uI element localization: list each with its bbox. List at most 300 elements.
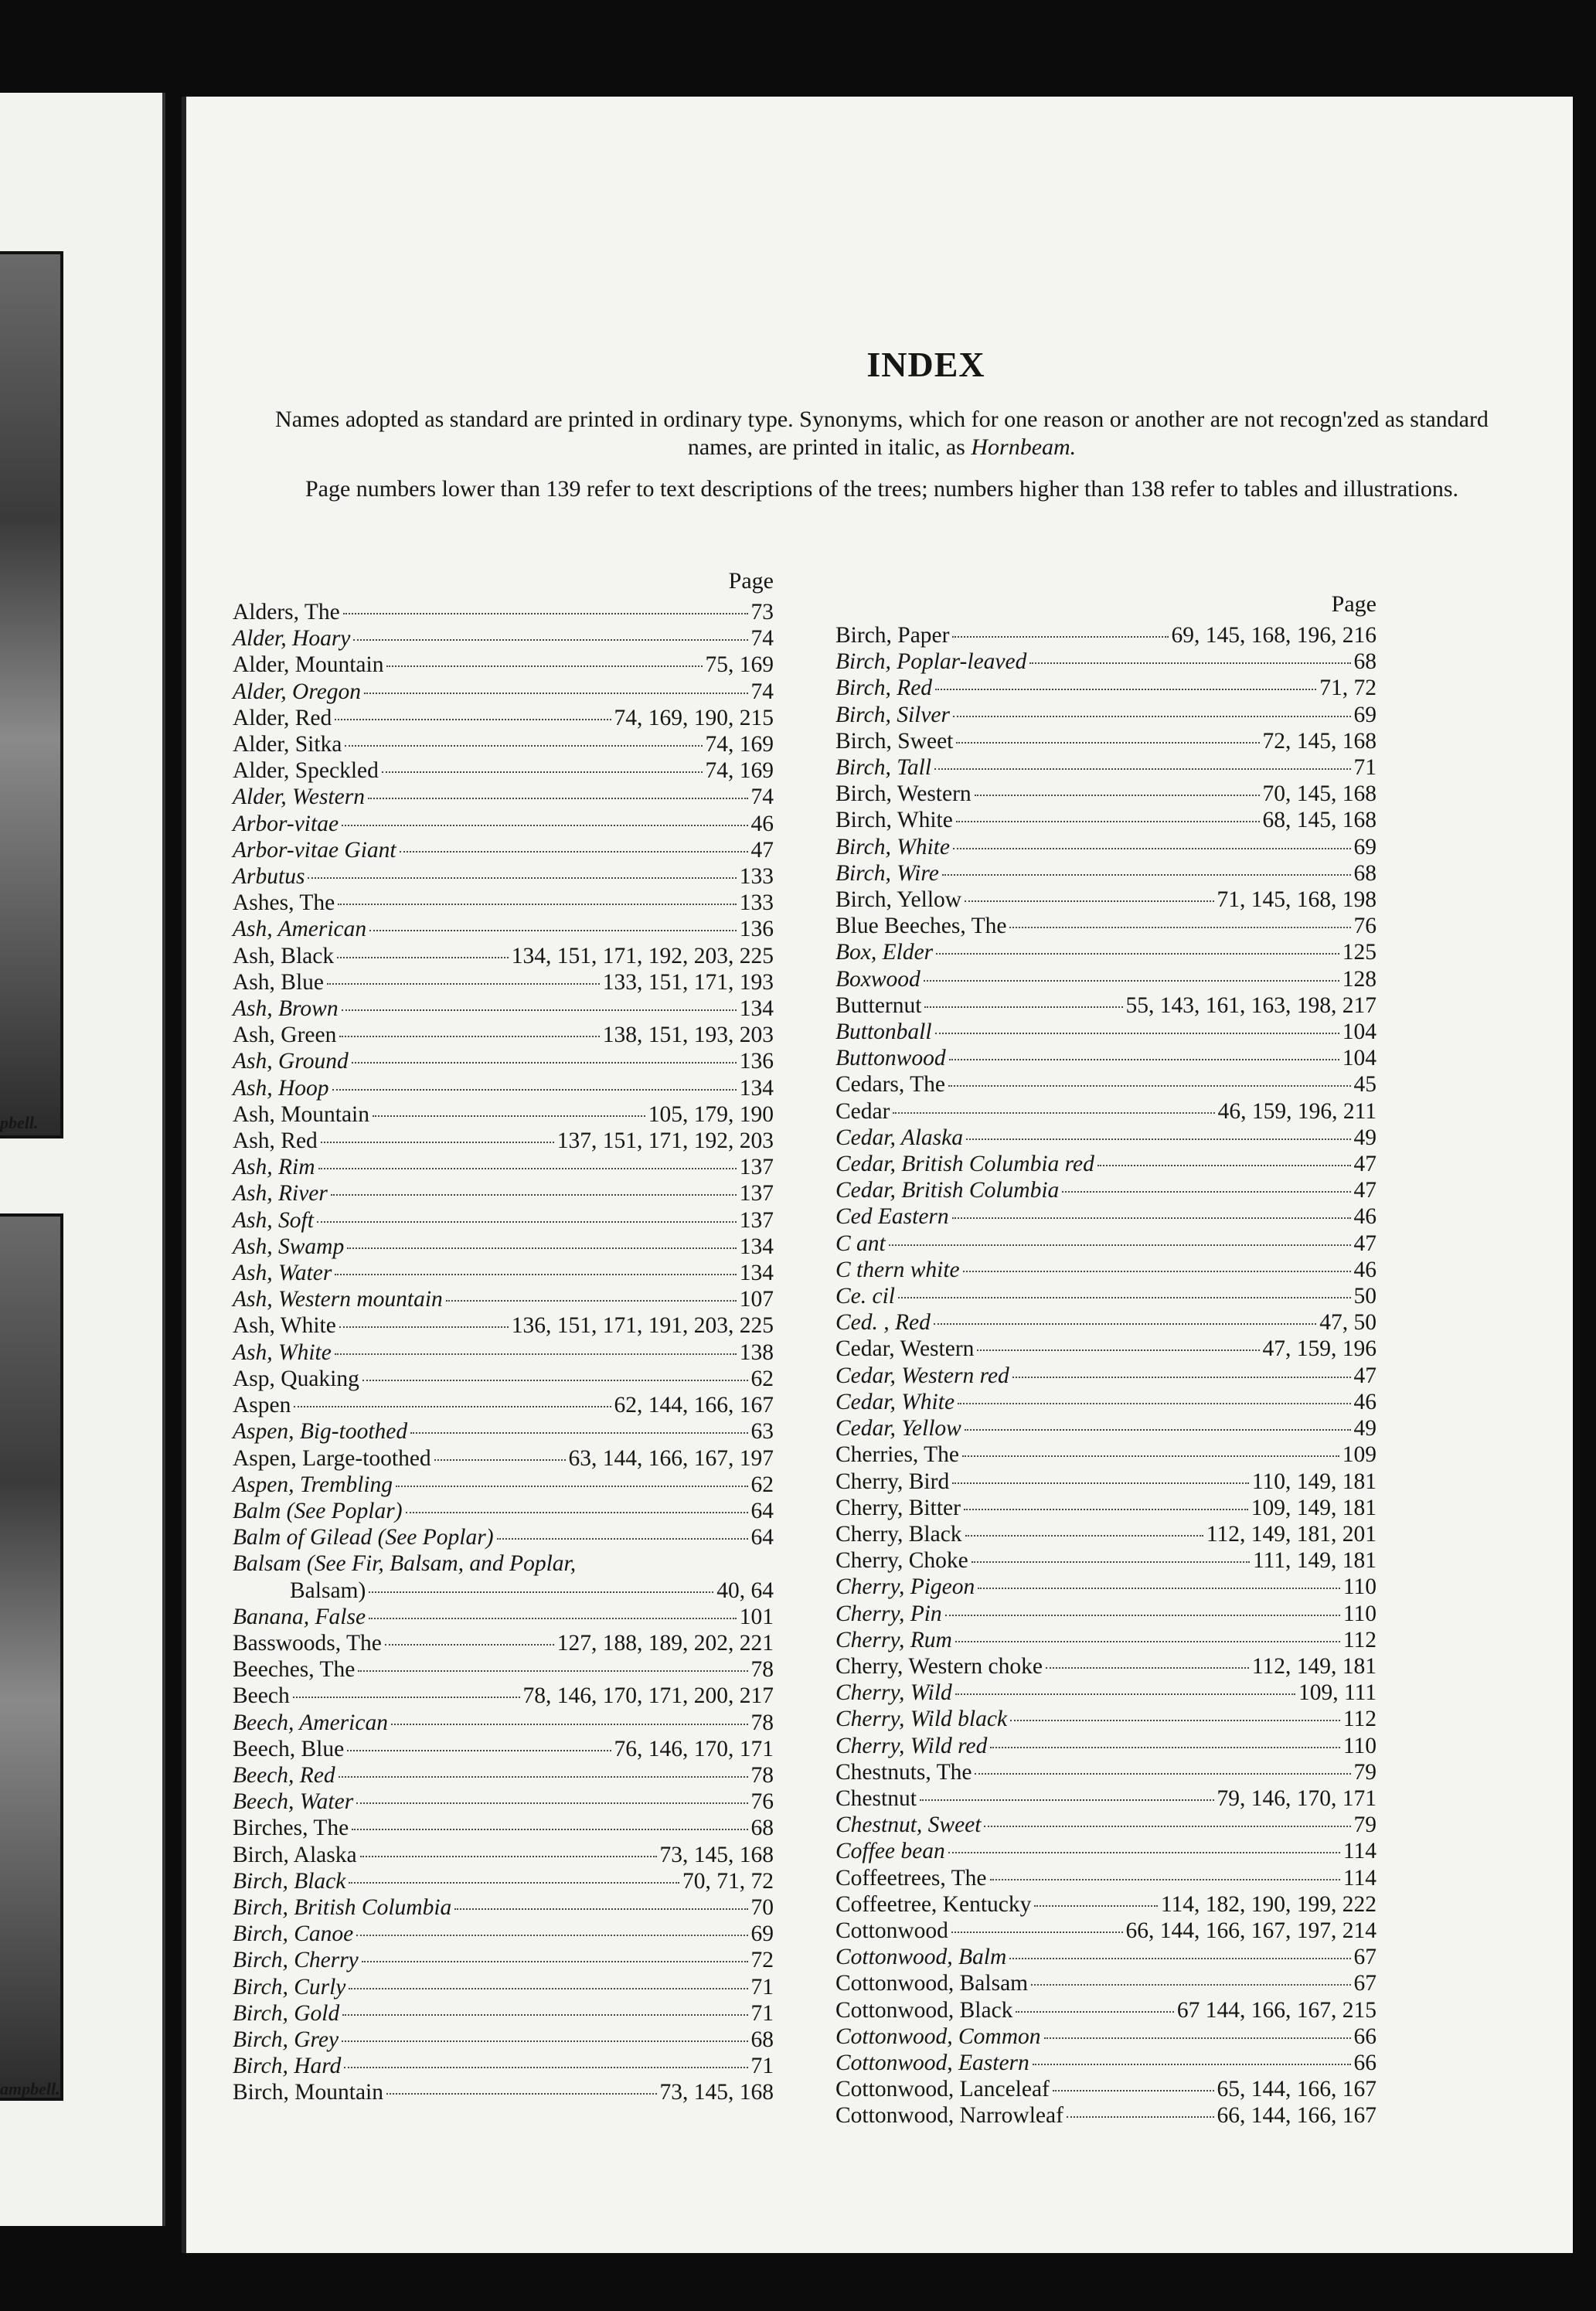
index-entry-name: Birch, Cherry (233, 1948, 359, 1973)
dot-leader (369, 1618, 737, 1619)
facing-page (0, 93, 165, 2226)
index-entry-pages: 46 (750, 811, 774, 836)
index-entry-pages: 110 (1342, 1574, 1377, 1600)
dot-leader (349, 1988, 747, 1989)
index-entry-pages: 133, 151, 171, 193 (602, 969, 774, 995)
index-entry (835, 648, 1377, 675)
index-entry (233, 1524, 774, 1550)
index-entry-pages: 134 (739, 1075, 774, 1101)
index-entry-name: Cedar, White (835, 1389, 955, 1414)
index-entry-pages: 63 (750, 1419, 774, 1445)
dot-leader (975, 1773, 1350, 1775)
dot-leader (362, 1380, 748, 1381)
dot-leader (356, 1802, 747, 1804)
dot-leader (342, 1009, 737, 1011)
index-entry (835, 1151, 1377, 1177)
index-entry-pages: 137 (739, 1181, 774, 1207)
index-entry-name: Cottonwood, Eastern (835, 2050, 1029, 2075)
index-entry-pages: 62 (750, 1366, 774, 1391)
index-entry-name: Ash, Swamp (233, 1234, 345, 1259)
index-entry-name: Balsam) (290, 1578, 366, 1603)
index-entry-name: Cherry, Choke (835, 1548, 968, 1574)
dot-leader (934, 768, 1350, 770)
index-entry-name: Ash, Ground (233, 1049, 349, 1074)
dot-leader (293, 1697, 520, 1698)
index-entry-pages: 62, 144, 166, 167 (614, 1393, 774, 1418)
dot-leader (1033, 2064, 1351, 2065)
index-entry-name: Banana, False (233, 1604, 366, 1629)
index-entry-name: Box, Elder (835, 940, 934, 965)
index-column-left (233, 568, 774, 2106)
index-entry-name: Ced. , Red (835, 1310, 931, 1336)
index-entry-pages: 134 (739, 996, 774, 1022)
index-entry-pages: 70, 145, 168 (1262, 781, 1377, 807)
index-entry-pages: 69 (1353, 834, 1377, 859)
dot-leader (920, 1799, 1214, 1801)
intro-paragraph-standard-names (264, 406, 1500, 461)
index-entry-pages: 49 (1353, 1416, 1377, 1441)
dot-leader (352, 1829, 747, 1830)
index-entry (835, 1918, 1377, 1944)
index-entry-name: Birch, Curly (233, 1974, 346, 2000)
index-entry-pages: 70, 71, 72 (682, 1868, 774, 1894)
index-entry-name: Cherry, Rum (835, 1627, 952, 1652)
dot-leader (434, 1459, 566, 1461)
index-entry-pages: 49 (1353, 1125, 1377, 1150)
index-entry-pages: 136 (739, 1049, 774, 1074)
index-entry-name: Cottonwood, Balm (835, 1945, 1007, 1970)
index-entry (233, 1154, 774, 1180)
dot-leader (294, 1406, 611, 1407)
index-entry-name: Beech (233, 1683, 290, 1709)
index-entry-pages: 78 (750, 1657, 774, 1683)
index-entry (835, 754, 1377, 781)
index-entry-name: Alder, Speckled (233, 758, 379, 784)
index-entry (835, 1627, 1377, 1653)
index-entry (233, 1683, 774, 1709)
index-entry-pages: 134 (739, 1234, 774, 1259)
index-entry-pages: 134, 151, 171, 192, 203, 225 (511, 943, 774, 968)
index-entry (233, 1630, 774, 1656)
index-entry (835, 1469, 1377, 1495)
dot-leader (331, 1194, 737, 1196)
index-entry (835, 1891, 1377, 1918)
index-entry (233, 1789, 774, 1815)
index-entry (835, 1601, 1377, 1627)
index-entry-name: Basswoods, The (233, 1630, 382, 1656)
page-column-header: Page (1331, 591, 1377, 617)
index-entry-pages: 47 (1353, 1152, 1377, 1177)
index-entry-pages: 40, 64 (716, 1578, 774, 1603)
index-entry-pages: 71 (750, 2000, 774, 2026)
index-entry (233, 652, 774, 678)
page-column-header: Page (728, 568, 774, 594)
photo-credit-bottom: ampbell. (0, 2079, 60, 2098)
index-entry (835, 1812, 1377, 1838)
dot-leader (952, 636, 1168, 638)
index-entry (233, 1974, 774, 2000)
index-entry-name: Birch, Paper (835, 623, 950, 648)
dot-leader (1012, 1377, 1351, 1378)
index-entry-pages: 111, 149, 181 (1252, 1548, 1377, 1574)
index-entry (835, 1230, 1377, 1257)
dot-leader (391, 1724, 748, 1725)
index-entry-name: Balm (See Poplar) (233, 1498, 403, 1523)
index-entry (233, 1366, 774, 1392)
index-entry (835, 1944, 1377, 1970)
index-entry-pages: 112 (1342, 1707, 1377, 1732)
dot-leader (955, 1693, 1295, 1695)
index-entry-name: Beech, Blue (233, 1736, 345, 1761)
dot-leader (338, 904, 737, 905)
index-entry-name: Ash, White (233, 1339, 332, 1365)
index-entry-name: Ce. cil (835, 1284, 896, 1309)
index-entry-pages: 76 (1353, 914, 1377, 939)
index-entry-name: Birch, Hard (233, 2054, 342, 2079)
dot-leader (965, 1429, 1351, 1431)
index-entry (233, 916, 774, 942)
index-entry (233, 2027, 774, 2053)
dot-leader (332, 1089, 737, 1091)
dot-leader (347, 1750, 611, 1751)
index-entry (233, 1656, 774, 1683)
index-entry-name: Aspen (233, 1393, 291, 1418)
index-entry-pages: 67 144, 166, 167, 215 (1176, 1997, 1377, 2023)
index-entry-name: C ant (835, 1230, 886, 1256)
index-entry-name: Blue Beeches, The (835, 914, 1007, 939)
dot-leader (497, 1538, 748, 1540)
dot-leader (410, 1432, 747, 1434)
index-entry-pages: 110, 149, 181 (1251, 1469, 1377, 1494)
index-entry-pages: 55, 143, 161, 163, 198, 217 (1125, 992, 1377, 1018)
index-entry (835, 2023, 1377, 2050)
index-entry-name: Boxwood (835, 966, 921, 992)
index-entry-name: Ash, Rim (233, 1155, 315, 1180)
dot-leader (339, 1326, 509, 1328)
index-entry-name: Ash, Green (233, 1023, 337, 1048)
dot-leader (1029, 662, 1350, 664)
index-entry-pages: 47, 159, 196 (1262, 1336, 1377, 1362)
dot-leader (951, 1932, 1123, 1933)
dot-leader (955, 1641, 1340, 1642)
index-entry-pages: 74, 169 (705, 732, 774, 757)
index-entry-name: Cedar (835, 1098, 890, 1124)
dot-leader (948, 1852, 1340, 1853)
index-entry-pages: 134 (739, 1261, 774, 1286)
index-entry (835, 1759, 1377, 1785)
index-entry (835, 939, 1377, 965)
index-entry-name: Cottonwood, Narrowleaf (835, 2103, 1063, 2129)
index-entry-name: Cherry, Bitter (835, 1495, 961, 1520)
dot-leader (342, 825, 747, 826)
index-entry-pages: 104 (1342, 1019, 1377, 1045)
index-entry-name: Birch, Yellow (835, 887, 962, 913)
dot-leader (349, 1882, 679, 1884)
index-entry-pages: 46 (1353, 1204, 1377, 1230)
dot-leader (942, 874, 1351, 876)
dot-leader (984, 1826, 1350, 1827)
index-entry (233, 679, 774, 705)
dot-leader (344, 2067, 747, 2068)
dot-leader (368, 798, 748, 799)
index-entry-pages: 69, 145, 168, 196, 216 (1171, 623, 1377, 648)
index-entry-name: Ash, Western mountain (233, 1287, 443, 1312)
dot-leader (953, 716, 1350, 717)
index-entry-name: Beeches, The (233, 1657, 356, 1683)
index-entry-pages: 68 (750, 2027, 774, 2052)
index-entry-name: Ash, Soft (233, 1207, 314, 1233)
index-entry-pages: 138 (739, 1339, 774, 1365)
index-entry-pages: 73 (750, 600, 774, 625)
dot-leader (345, 745, 702, 747)
index-entry-pages: 68 (750, 1816, 774, 1841)
index-entry-name: Cottonwood, Balsam (835, 1971, 1029, 1996)
index-entry-pages: 68, 145, 168 (1262, 808, 1377, 833)
index-entry-pages: 46 (1353, 1389, 1377, 1414)
index-entry-pages: 68 (1353, 860, 1377, 886)
index-entry-pages: 114, 182, 190, 199, 222 (1160, 1891, 1377, 1917)
dot-leader (978, 1588, 1340, 1589)
dot-leader (362, 1961, 748, 1962)
index-entry (835, 728, 1377, 754)
index-entry (233, 1550, 774, 1577)
dot-leader (1067, 2116, 1214, 2118)
index-entry-name: Cherry, Wild (835, 1680, 952, 1706)
index-entry-pages: 47 (1353, 1178, 1377, 1203)
index-entry-name: Ash, Brown (233, 996, 339, 1022)
index-entry-pages: 109 (1342, 1442, 1377, 1468)
dot-leader (337, 957, 509, 958)
index-entry-name: Cherry, Wild red (835, 1733, 988, 1758)
index-entry-name: Ash, River (233, 1181, 328, 1207)
index-entry-pages: 110 (1342, 1601, 1377, 1626)
index-entry-pages: 79 (1353, 1812, 1377, 1838)
dot-leader (1053, 2090, 1214, 2091)
index-entry (233, 1418, 774, 1445)
dot-leader (935, 689, 1316, 690)
index-entry-pages: 75, 169 (705, 652, 774, 678)
index-entry (835, 1309, 1377, 1336)
index-entry-pages: 71, 145, 168, 198 (1217, 887, 1377, 913)
dot-leader (400, 851, 748, 853)
index-entry-name: Buttonwood (835, 1046, 946, 1071)
index-entry-name: Alder, Western (233, 785, 365, 810)
index-entry-pages: 105, 179, 190 (648, 1101, 774, 1127)
dot-leader (385, 1644, 554, 1646)
index-entry (835, 1336, 1377, 1362)
index-entry-name: Birch, White (835, 834, 951, 859)
index-entry-name: Cottonwood, Lanceleaf (835, 2077, 1050, 2102)
index-entry-pages: 136 (739, 917, 774, 942)
index-entry (233, 1180, 774, 1207)
index-entry-pages: 133 (739, 864, 774, 890)
index-entry-name: Cherry, Western choke (835, 1653, 1043, 1679)
dot-leader (369, 1591, 713, 1593)
index-entry-name: Ash, Water (233, 1261, 332, 1286)
index-entry-name: Alder, Oregon (233, 679, 362, 704)
index-entry-name: Cedar, Western red (835, 1363, 1009, 1388)
index-entry-name: Chestnut, Sweet (835, 1812, 982, 1838)
index-entry-name: Coffeetrees, The (835, 1865, 987, 1891)
index-entry-name: Chestnut (835, 1785, 917, 1811)
index-entry-name: Cherry, Black (835, 1521, 962, 1547)
dot-leader (972, 1561, 1250, 1563)
dot-leader (936, 953, 1339, 955)
index-entry (835, 1283, 1377, 1309)
index-entry (835, 622, 1377, 648)
index-entry (835, 1019, 1377, 1045)
index-entry-name: Ash, Hoop (233, 1075, 329, 1101)
dot-leader (318, 1168, 737, 1169)
dot-leader (935, 1033, 1339, 1034)
dot-leader (924, 1006, 1122, 1008)
index-entry (233, 1392, 774, 1418)
dot-leader (1016, 2011, 1173, 2013)
index-entry-pages: 66 (1353, 2023, 1377, 2049)
index-entry (233, 1128, 774, 1154)
dot-leader (964, 1509, 1248, 1510)
index-entries-left (233, 599, 774, 2106)
index-entry-pages: 138, 151, 193, 203 (602, 1023, 774, 1048)
index-entry (835, 675, 1377, 701)
dot-leader (1046, 1667, 1249, 1669)
dot-leader (321, 1142, 554, 1143)
index-entry (835, 860, 1377, 887)
index-entry (233, 757, 774, 784)
index-entry-pages: 114 (1342, 1839, 1377, 1864)
dot-leader (373, 1115, 645, 1117)
index-entry (835, 1495, 1377, 1521)
index-entry (835, 1177, 1377, 1203)
index-entry-name: Aspen, Big-toothed (233, 1419, 408, 1445)
index-entry-pages: 74, 169 (705, 758, 774, 784)
index-entry (835, 834, 1377, 860)
index-entry (233, 1815, 774, 1841)
index-entry-pages: 112, 149, 181, 201 (1206, 1521, 1377, 1547)
index-entry (835, 2076, 1377, 2102)
dot-leader (1031, 1984, 1350, 1986)
index-entry (835, 1125, 1377, 1151)
index-entry-pages: 73, 145, 168 (659, 2080, 774, 2105)
index-entry-name: Birch, Alaska (233, 1842, 357, 1867)
index-entry (835, 1838, 1377, 1864)
index-entry-pages: 110 (1342, 1733, 1377, 1758)
index-entry (233, 1339, 774, 1366)
index-entry-name: Ash, Black (233, 943, 335, 968)
index-entry-name: Cherry, Bird (835, 1469, 950, 1494)
index-entry (835, 1203, 1377, 1230)
index-entry (835, 1098, 1377, 1125)
dot-leader (342, 2040, 747, 2042)
index-entry (233, 1260, 774, 1286)
index-entry-name: Cedar, British Columbia (835, 1178, 1060, 1203)
index-entry (233, 1921, 774, 1947)
index-entry-name: Ash, American (233, 917, 367, 942)
index-entry (835, 702, 1377, 728)
index-entry-name: Ash, Red (233, 1128, 318, 1154)
dot-leader (956, 742, 1259, 744)
index-entry-pages: 65, 144, 166, 167 (1217, 2077, 1377, 2102)
index-entry-pages: 45 (1353, 1072, 1377, 1098)
index-entry-pages: 112 (1342, 1627, 1377, 1652)
index-entry-name: Cherries, The (835, 1442, 960, 1468)
dot-leader (889, 1244, 1351, 1246)
index-entry-pages: 46 (1353, 1257, 1377, 1282)
index-entry-pages: 74 (750, 679, 774, 704)
dot-leader (898, 1297, 1350, 1298)
dot-leader (958, 1403, 1350, 1404)
index-entry-pages: 109, 149, 181 (1251, 1495, 1377, 1520)
index-entry-name: Birch, Tall (835, 755, 932, 781)
index-entry-name: Ashes, The (233, 890, 335, 916)
index-entry (233, 2079, 774, 2105)
index-entry (835, 913, 1377, 939)
index-entry (233, 1472, 774, 1498)
dot-leader (358, 1670, 747, 1672)
index-entry (835, 1441, 1377, 1468)
index-entry-name: Aspen, Trembling (233, 1472, 393, 1497)
index-entry (835, 1257, 1377, 1283)
dot-leader (1034, 1905, 1157, 1907)
index-entry-pages: 127, 188, 189, 202, 221 (556, 1630, 774, 1656)
dot-leader (356, 1935, 747, 1936)
index-entry (835, 807, 1377, 833)
index-entry (233, 1312, 774, 1339)
dot-leader (1009, 1958, 1350, 1959)
index-entry (233, 1286, 774, 1312)
dot-leader (352, 1062, 737, 1064)
index-entry-pages: 63, 144, 166, 167, 197 (568, 1445, 774, 1471)
index-entry-name: Birch, Western (835, 781, 972, 807)
index-page (182, 97, 1573, 2253)
intro-example-italic: Hornbeam. (971, 434, 1077, 460)
dot-leader (945, 1615, 1340, 1616)
index-entry-name: Birch, Poplar-leaved (835, 649, 1027, 675)
dot-leader (975, 795, 1260, 796)
index-entry-name: Birch, British Columbia (233, 1894, 452, 1920)
dot-leader (317, 1221, 737, 1223)
index-entry (233, 1710, 774, 1736)
dot-leader (353, 639, 747, 641)
page-title: INDEX (866, 345, 985, 384)
index-entry (233, 1101, 774, 1128)
index-entry (835, 1733, 1377, 1759)
index-entry-pages: 79, 146, 170, 171 (1217, 1785, 1377, 1811)
index-entry (233, 1075, 774, 1101)
index-entry-name: Chestnuts, The (835, 1759, 972, 1785)
index-entry-pages: 137 (739, 1155, 774, 1180)
index-entry-pages: 69 (1353, 702, 1377, 727)
intro-paragraph-page-numbers: Page numbers lower than 139 refer to text descriptions of the trees; numbers higher than 138 refer to tables and illustrations. (305, 476, 1459, 502)
index-entry-pages: 114 (1342, 1865, 1377, 1891)
index-entry-name: Birch, Mountain (233, 2080, 384, 2105)
index-entry-pages: 72 (750, 1948, 774, 1973)
index-entry-name: Birch, Red (835, 676, 933, 701)
index-entry (233, 1207, 774, 1234)
dot-leader (963, 1271, 1351, 1272)
photo-credit-top: pbell. (0, 1113, 39, 1132)
index-entry-name: Birches, The (233, 1816, 349, 1841)
index-entry-pages: 66 (1353, 2050, 1377, 2075)
dot-leader (949, 1059, 1339, 1060)
index-entry-pages: 128 (1342, 966, 1377, 992)
index-entry (233, 1894, 774, 1921)
index-entry-pages: 47 (1353, 1363, 1377, 1388)
index-entry (835, 2102, 1377, 2129)
dot-leader (396, 1486, 747, 1487)
index-entry (233, 1604, 774, 1630)
dot-leader (454, 1908, 747, 1910)
